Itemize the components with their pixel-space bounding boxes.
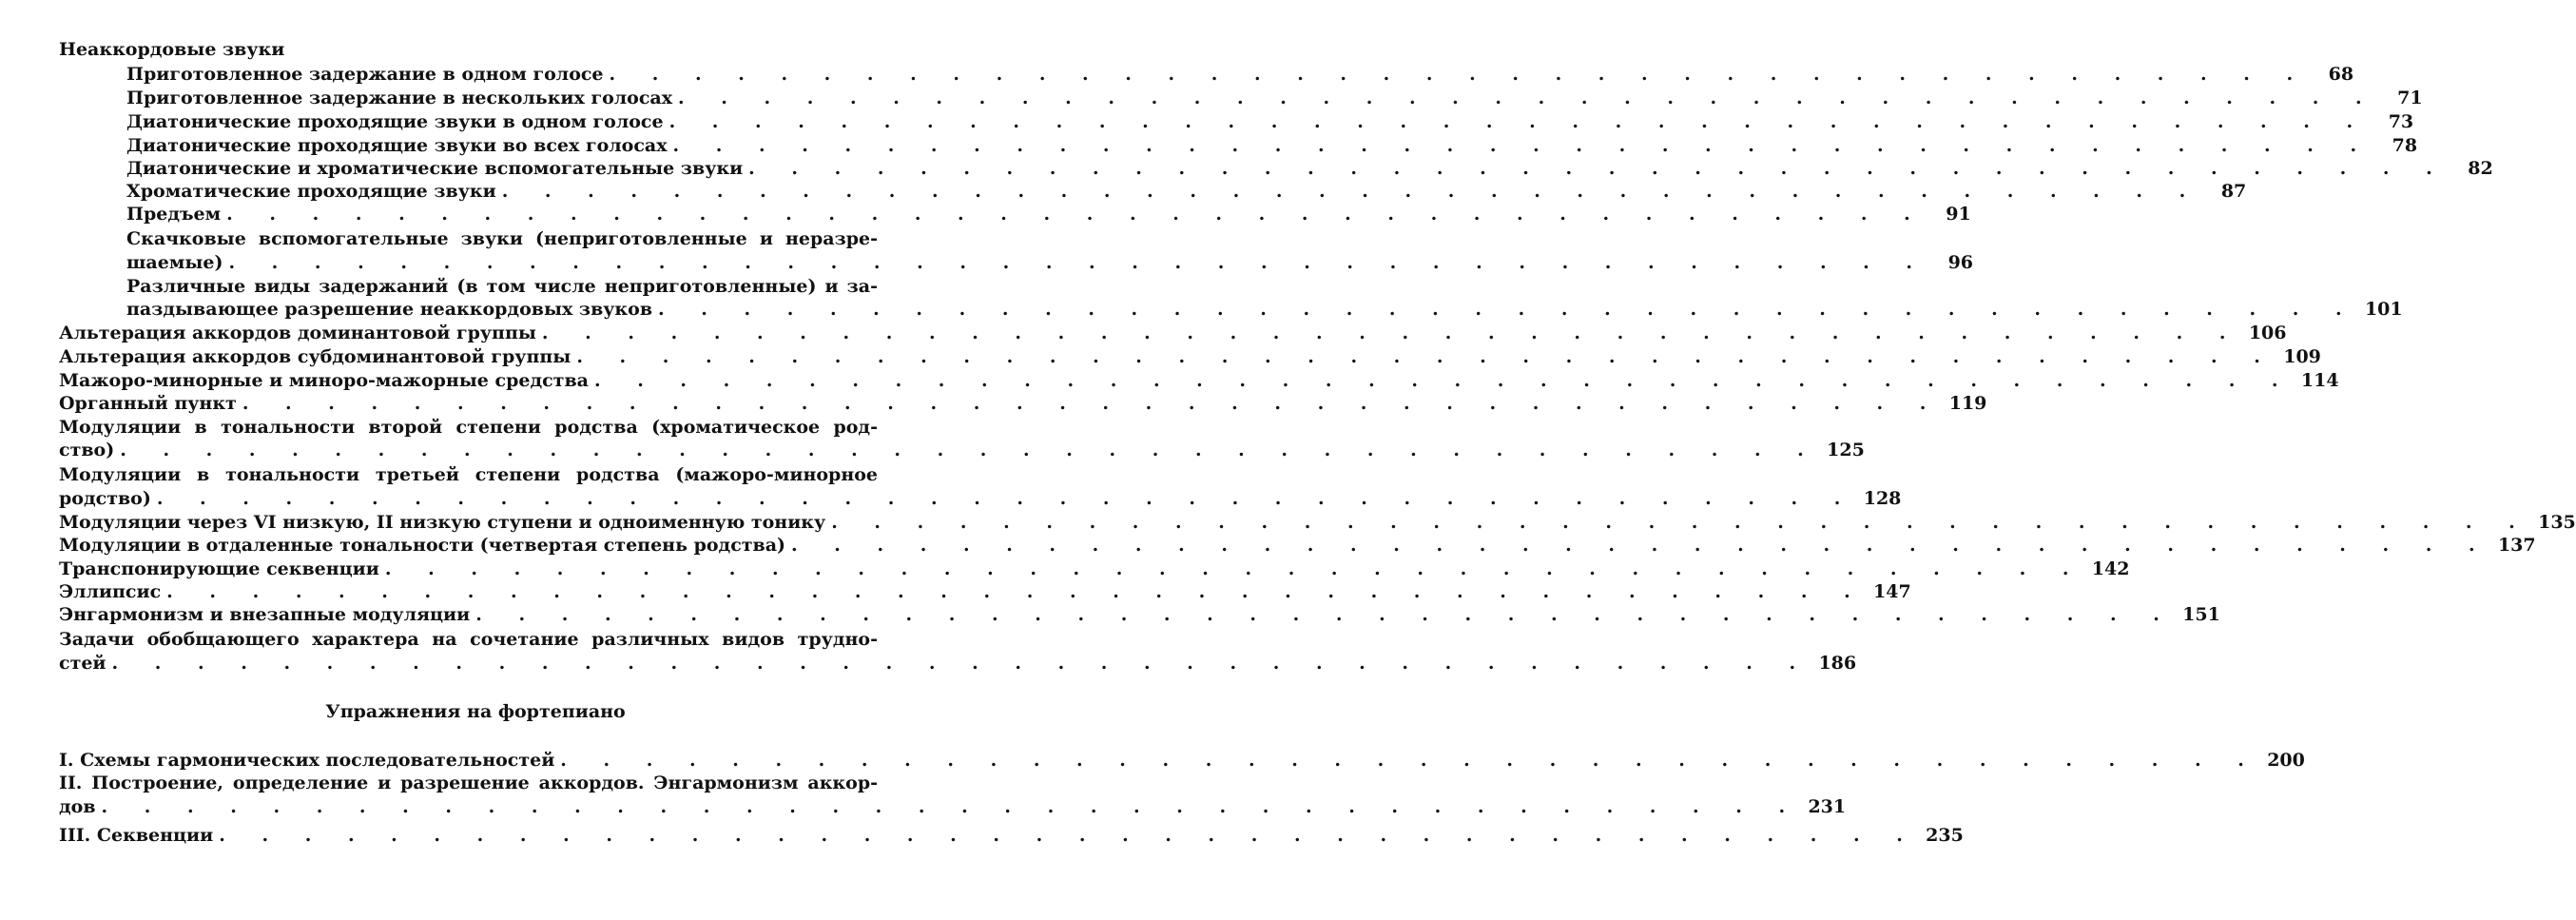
entry-page: 200 bbox=[2267, 750, 2305, 771]
dot-leader: . . . . . . . . . . . . . . . . . . . . . . . . . . . . . . . . . . . . . . . . bbox=[609, 64, 2309, 85]
entry-text: Эллипсис bbox=[59, 581, 162, 602]
entry-text: Энгармонизм и внезапные модуляции bbox=[59, 604, 471, 625]
toc-entry[interactable] bbox=[126, 110, 2414, 133]
dot-leader: . . . . . . . . . . . . . . . . . . . . . . . . . . . . . . . . . . . . . . . . bbox=[228, 252, 1928, 273]
entry-text-line1: Модуляции в тональности второй степени родства (хроматическое род- bbox=[59, 417, 878, 438]
entry-text-line1: II. Построение, определение и разрешение аккордов. Энгармонизм аккор- bbox=[59, 773, 878, 793]
entry-text: паздывающее разрешение неаккордовых звуков bbox=[126, 299, 653, 320]
toc-entry[interactable] bbox=[59, 345, 2321, 368]
toc-entry[interactable] bbox=[59, 534, 2536, 557]
entry-text: Диатонические проходящие звуки во всех голосах bbox=[126, 135, 668, 156]
entry-page: 186 bbox=[1818, 653, 1857, 674]
dot-leader: . . . . . . . . . . . . . . . . . . . . . . . . . . . . . . . . . . . . . . . . bbox=[166, 581, 1866, 602]
dot-leader: . . . . . . . . . . . . . . . . . . . . . . . . . . . . . . . . . . . . . . . . bbox=[219, 825, 1918, 846]
dot-leader: . . . . . . . . . . . . . . . . . . . . . . . . . . . . . . . . . . . . . . . . bbox=[831, 512, 2530, 533]
entry-page: 87 bbox=[2220, 181, 2247, 202]
toc-entry[interactable] bbox=[126, 298, 2403, 321]
entry-page: 135 bbox=[2538, 512, 2576, 533]
entry-page: 78 bbox=[2392, 135, 2418, 156]
entry-page: 119 bbox=[1948, 393, 1987, 414]
entry-text-line1: Задачи обобщающего характера на сочетание различных видов трудно- bbox=[59, 629, 878, 650]
entry-text: стей bbox=[59, 653, 107, 674]
entry-page: 231 bbox=[1808, 796, 1847, 817]
toc-entry[interactable] bbox=[126, 180, 2247, 203]
toc-entry[interactable] bbox=[126, 87, 2423, 109]
toc-entry[interactable] bbox=[59, 487, 1902, 510]
entry-text: Транспонирующие секвенции bbox=[59, 558, 379, 579]
entry-text: III. Секвенции bbox=[59, 825, 214, 846]
toc-entry[interactable] bbox=[126, 203, 1971, 225]
toc-entry[interactable] bbox=[59, 824, 1964, 847]
entry-text: Альтерация аккордов субдоминантовой группы bbox=[59, 346, 571, 367]
entry-text: Приготовленное задержание в нескольких голосах bbox=[126, 88, 673, 108]
entry-text: дов bbox=[59, 796, 96, 817]
entry-text: родство) bbox=[59, 488, 151, 509]
entry-text: ство) bbox=[59, 440, 115, 460]
entry-text: Мажоро-минорные и миноро-мажорные средства bbox=[59, 370, 589, 391]
dot-leader: . . . . . . . . . . . . . . . . . . . . . . . . . . . . . . . . . . . . . . . . bbox=[668, 111, 2369, 132]
toc-entry[interactable] bbox=[59, 749, 2305, 772]
entry-page: 96 bbox=[1947, 252, 1974, 273]
entry-page: 82 bbox=[2468, 158, 2493, 179]
entry-page: 106 bbox=[2248, 323, 2287, 343]
dot-leader: . . . . . . . . . . . . . . . . . . . . . . . . . . . . . . . . . . . . . . . . bbox=[593, 370, 2294, 391]
section-title: Упражнения на фортепиано bbox=[325, 701, 626, 722]
entry-text-line1: Скачковые вспомогательные звуки (неприготовленные и неразре- bbox=[126, 228, 878, 249]
toc-entry[interactable] bbox=[126, 134, 2418, 157]
dot-leader: . . . . . . . . . . . . . . . . . . . . . . . . . . . . . . . . . . . . . . . . bbox=[791, 535, 2490, 556]
dot-leader: . . . . . . . . . . . . . . . . . . . . . . . . . . . . . . . . . . . . . . . . bbox=[501, 181, 2201, 202]
dot-leader: . . . . . . . . . . . . . . . . . . . . . . . . . . . . . . . . . . . . . . . . bbox=[658, 299, 2357, 320]
toc-entry[interactable] bbox=[59, 558, 2130, 580]
entry-text-line1: Различные виды задержаний (в том числе неприготовленные) и за- bbox=[126, 276, 878, 297]
dot-leader: . . . . . . . . . . . . . . . . . . . . . . . . . . . . . . . . . . . . . . . . bbox=[226, 204, 1926, 225]
dot-leader: . . . . . . . . . . . . . . . . . . . . . . . . . . . . . . . . . . . . . . . . bbox=[242, 393, 1942, 414]
entry-page: 109 bbox=[2283, 346, 2321, 367]
toc-entry[interactable] bbox=[59, 322, 2287, 344]
toc-entry[interactable] bbox=[126, 157, 2493, 180]
dot-leader: . . . . . . . . . . . . . . . . . . . . . . . . . . . . . . . . . . . . . . . . bbox=[672, 135, 2373, 156]
entry-page: 71 bbox=[2397, 88, 2423, 108]
entry-page: 73 bbox=[2388, 111, 2414, 132]
dot-leader: . . . . . . . . . . . . . . . . . . . . . . . . . . . . . . . . . . . . . . . . bbox=[120, 440, 1819, 460]
entry-text-line1: Модуляции в тональности третьей степени родства (мажоро-минорное bbox=[59, 464, 878, 485]
dot-leader: . . . . . . . . . . . . . . . . . . . . . . . . . . . . . . . . . . . . . . . . bbox=[541, 323, 2241, 343]
toc-entry[interactable] bbox=[59, 511, 2576, 534]
entry-page: 114 bbox=[2300, 370, 2339, 391]
dot-leader: . . . . . . . . . . . . . . . . . . . . . . . . . . . . . . . . . . . . . . . . bbox=[576, 346, 2276, 367]
entry-text: Альтерация аккордов доминантовой группы bbox=[59, 323, 536, 343]
entry-page: 128 bbox=[1863, 488, 1902, 509]
entry-text: Хроматические проходящие звуки bbox=[126, 181, 496, 202]
entry-text: Модуляции в отдаленные тональности (четвертая степень родства) bbox=[59, 535, 786, 556]
entry-text: Диатонические проходящие звуки в одном голосе bbox=[126, 111, 664, 132]
entry-text: Органный пункт bbox=[59, 393, 237, 414]
entry-text: Предъем bbox=[126, 204, 222, 225]
dot-leader: . . . . . . . . . . . . . . . . . . . . . . . . . . . . . . . . . . . . . . . . bbox=[748, 158, 2448, 179]
entry-page: 68 bbox=[2328, 64, 2354, 85]
toc-entry[interactable] bbox=[59, 392, 1987, 415]
toc-entry[interactable] bbox=[59, 369, 2339, 392]
entry-text: Модуляции через VI низкую, II низкую ступени и одноименную тонику bbox=[59, 512, 826, 533]
toc-entry[interactable] bbox=[59, 795, 1847, 818]
entry-page: 142 bbox=[2091, 558, 2130, 579]
toc-entry[interactable] bbox=[126, 251, 1974, 274]
dot-leader: . . . . . . . . . . . . . . . . . . . . . . . . . . . . . . . . . . . . . . . . bbox=[678, 88, 2377, 108]
entry-text: шаемые) bbox=[126, 252, 223, 273]
entry-page: 101 bbox=[2364, 299, 2403, 320]
entry-page: 235 bbox=[1926, 825, 1964, 846]
entry-page: 125 bbox=[1827, 440, 1865, 460]
entry-page: 147 bbox=[1873, 581, 1911, 602]
entry-page: 151 bbox=[2182, 604, 2220, 625]
entry-page: 91 bbox=[1946, 204, 1971, 225]
toc-entry[interactable] bbox=[59, 580, 1911, 603]
toc-entry[interactable] bbox=[59, 652, 1857, 675]
entry-page: 137 bbox=[2497, 535, 2536, 556]
dot-leader: . . . . . . . . . . . . . . . . . . . . . . . . . . . . . . . . . . . . . . . . bbox=[101, 796, 1801, 817]
toc-entry[interactable] bbox=[59, 603, 2220, 626]
toc-entry[interactable] bbox=[59, 439, 1865, 461]
entry-text: Диатонические и хроматические вспомогательные звуки bbox=[126, 158, 744, 179]
toc-entry[interactable] bbox=[126, 63, 2354, 86]
dot-leader: . . . . . . . . . . . . . . . . . . . . . . . . . . . . . . . . . . . . . . . . bbox=[156, 488, 1856, 509]
dot-leader: . . . . . . . . . . . . . . . . . . . . . . . . . . . . . . . . . . . . . . . . bbox=[384, 558, 2084, 579]
toc-group-title: Неаккордовые звуки bbox=[59, 39, 285, 60]
entry-text: I. Схемы гармонических последовательностей bbox=[59, 750, 555, 771]
entry-text: Приготовленное задержание в одном голосе bbox=[126, 64, 604, 85]
dot-leader: . . . . . . . . . . . . . . . . . . . . . . . . . . . . . . . . . . . . . . . . bbox=[560, 750, 2259, 771]
dot-leader: . . . . . . . . . . . . . . . . . . . . . . . . . . . . . . . . . . . . . . . . bbox=[111, 653, 1811, 674]
dot-leader: . . . . . . . . . . . . . . . . . . . . . . . . . . . . . . . . . . . . . . . . bbox=[475, 604, 2175, 625]
